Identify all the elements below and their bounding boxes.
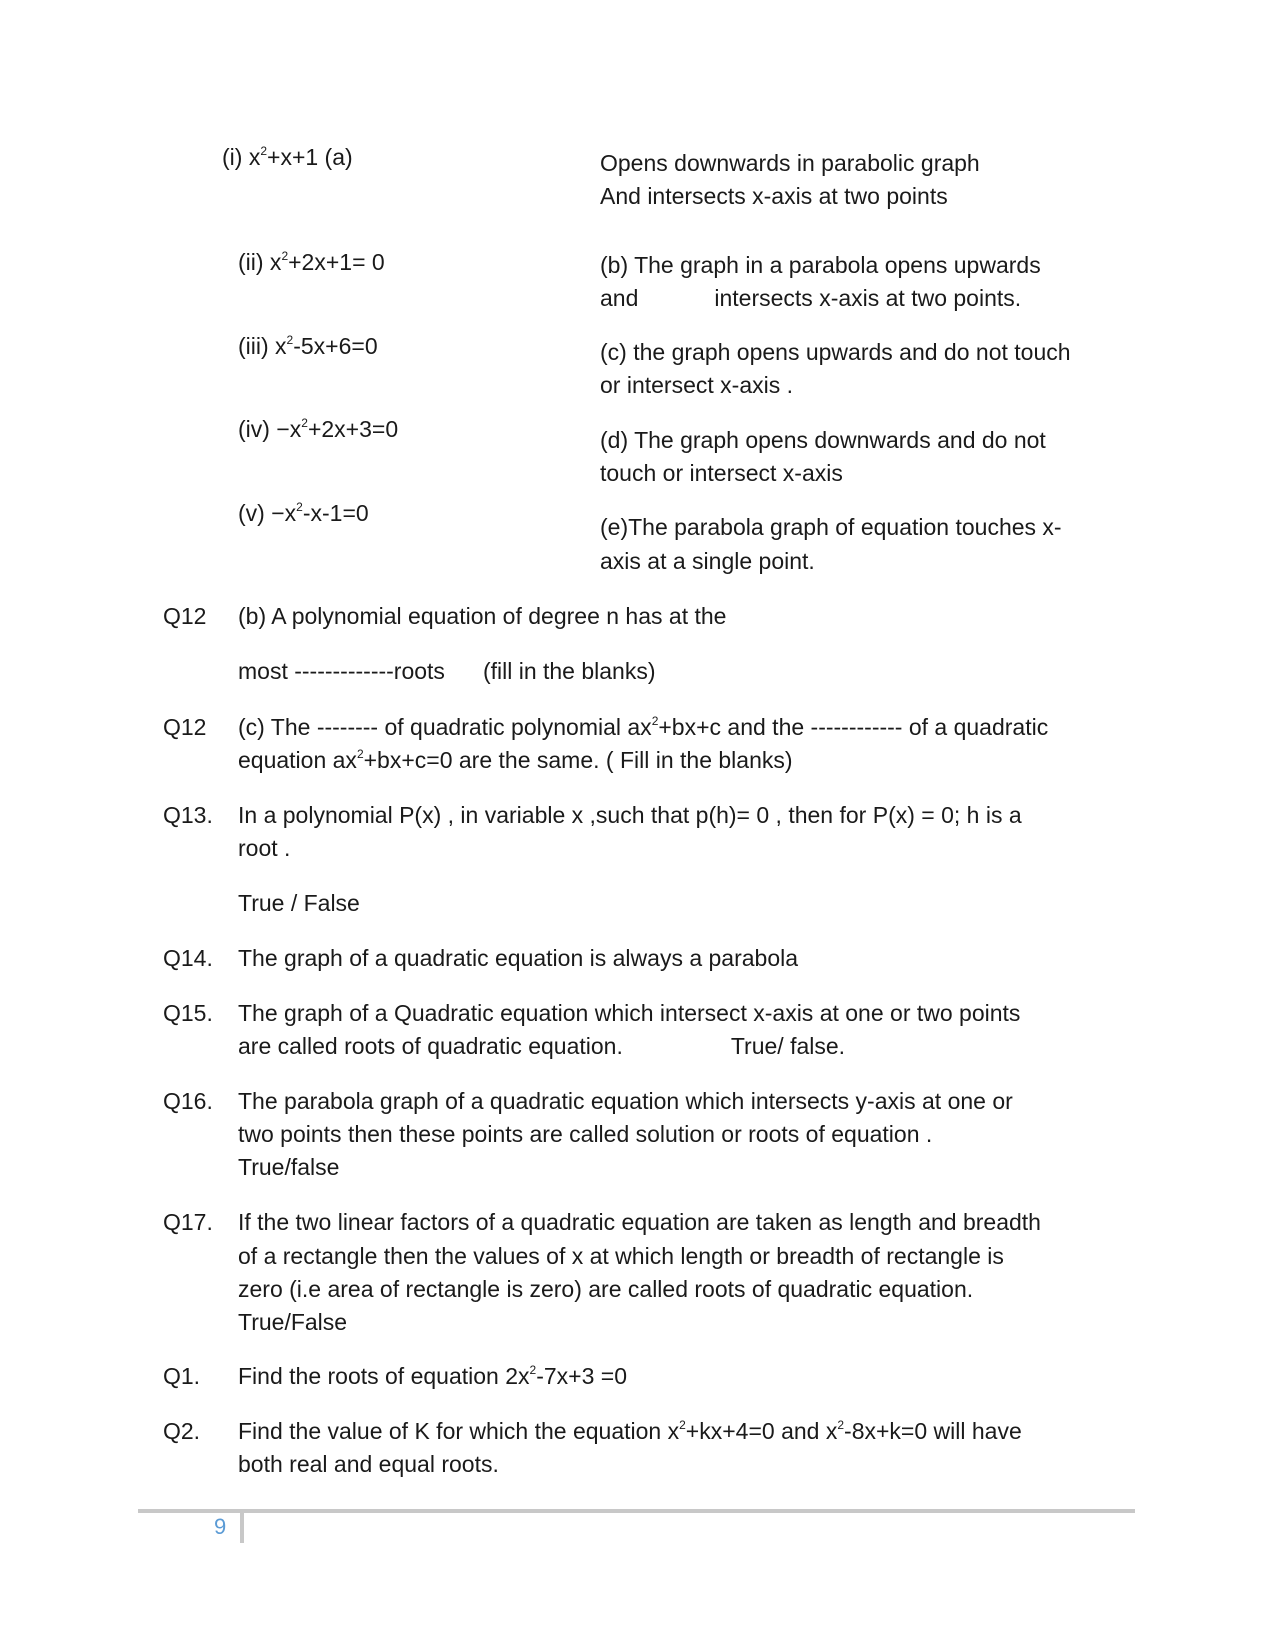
match-right-c-line2: or intersect x-axis . [600,372,793,398]
question-q15-line2: are called roots of quadratic equation. True/ false. [238,1033,846,1059]
question-number-q17: Q17. [163,1209,213,1235]
question-q12c-line1: (c) The -------- of quadratic polynomial $ax^2+bx+c$ and the ------------ of a quadratic [238,714,1049,740]
match-right-d-line2: touch or intersect x-axis [600,460,843,486]
question-number-q12c: Q12 [163,714,207,740]
question-q13-options: True / False [238,890,360,916]
question-q16-line1: The parabola graph of a quadratic equation which intersects y-axis at one or [238,1088,1013,1114]
footer-rule [138,1509,1135,1513]
match-right-e-line2: axis at a single point. [600,548,815,574]
match-right-d-line1: (d) The graph opens downwards and do not [600,427,1046,453]
question-q16-line2: two points then these points are called solution or roots of equation . [238,1121,933,1147]
match-right-a-line2: And intersects x-axis at two points [600,183,948,209]
question-number-q12b: Q12 [163,603,207,629]
question-q1-line1: Find the roots of equation $2x^2-7x+3 =0$ [238,1363,628,1389]
question-number-q2: Q2. [163,1418,201,1444]
match-right-c-line1: (c) the graph opens upwards and do not touch [600,339,1071,365]
question-number-q13: Q13. [163,802,213,828]
question-q17-line3: zero (i.e area of rectangle is zero) are called roots of quadratic equation. [238,1276,974,1302]
match-left-5: $(v) -x^2-x-1=0$ [238,500,369,526]
question-number-q14: Q14. [163,945,213,971]
match-right-a-line1: Opens downwards in parabolic graph [600,150,980,176]
question-q13-line2: root . [238,835,291,861]
question-q15-line1: The graph of a Quadratic equation which intersect x-axis at one or two points [238,1000,1021,1026]
question-number-q16: Q16. [163,1088,213,1114]
match-left-3: (iii) $x^2-5x+6=0$ [238,333,378,359]
question-q14-line1: The graph of a quadratic equation is always a parabola [238,945,799,971]
question-q12b-line1: (b) A polynomial equation of degree n has at the [238,603,727,629]
question-q17-line1: If the two linear factors of a quadratic equation are taken as length and breadth [238,1209,1041,1235]
match-left-2: (ii) $x^2+2x+1= 0$ [238,249,385,275]
question-q12b-line2: most -------------roots (fill in the blanks) [238,658,656,684]
question-number-q15: Q15. [163,1000,213,1026]
question-q12c-line2: equation $ax^2+bx+c=0$ are the same. ( Fill in the blanks) [238,747,793,773]
question-number-q1: Q1. [163,1363,201,1389]
match-right-b-line1: (b) The graph in a parabola opens upwards [600,252,1041,278]
match-left-1: (i) $x^2+x+1$ (a) [222,144,353,170]
question-q17-line2: of a rectangle then the values of x at which length or breadth of rectangle is [238,1243,1004,1269]
question-q16-options: True/false [238,1154,340,1180]
question-q17-options: True/False [238,1309,348,1335]
match-right-e-line1: (e)The parabola graph of equation touches x- [600,514,1062,540]
match-right-b-line2: and intersects x-axis at two points. [600,285,1022,311]
question-q13-line1: In a polynomial P(x) , in variable x ,such that p(h)= 0 , then for P(x) = 0; h is a [238,802,1022,828]
question-q2-line2: both real and equal roots. [238,1451,499,1477]
page-number: 9 [214,1514,227,1539]
page-number-divider [240,1510,244,1543]
question-q2-line1: Find the value of K for which the equation $x^2+kx+4=0$ and $x^2-8x+k=0$ will have [238,1418,1022,1444]
match-left-4: $(iv) -x^2+2x+3=0$ [238,416,399,442]
